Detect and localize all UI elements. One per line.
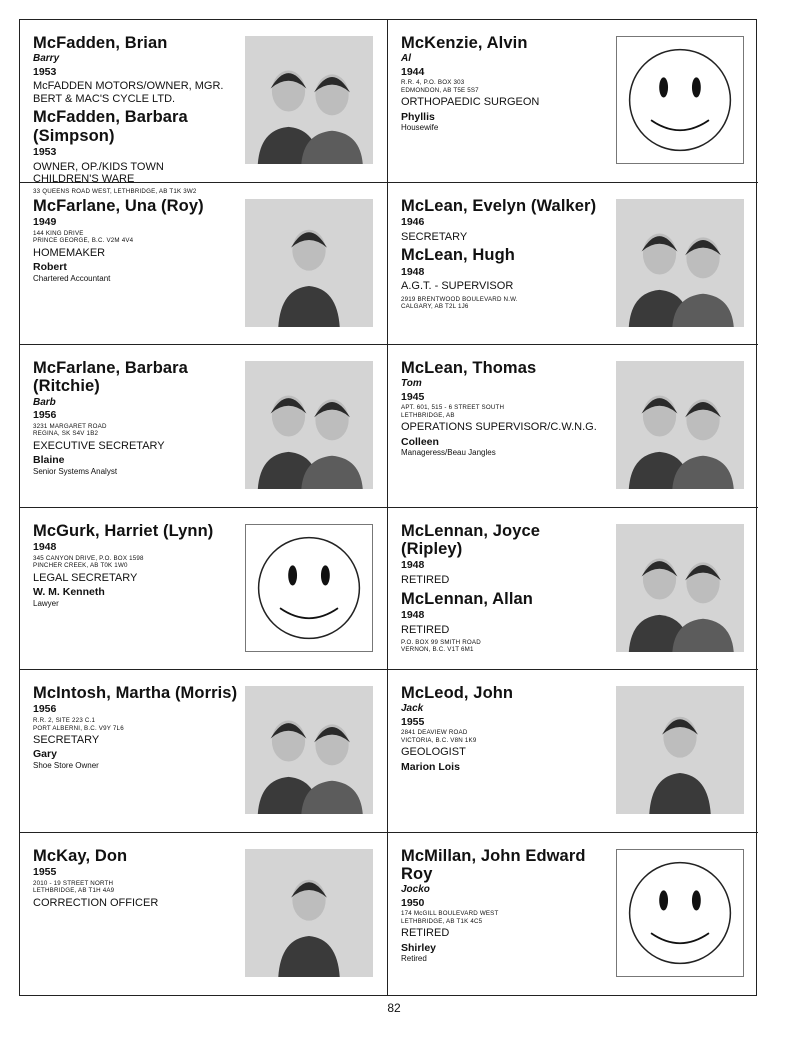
grad-year: 1956 — [33, 703, 57, 716]
occupation: GEOLOGIST — [401, 746, 466, 759]
person-name: McGurk, Harriet (Lynn) — [33, 521, 214, 540]
grad-year: 1948 — [401, 559, 425, 572]
grad-year: 1956 — [33, 409, 57, 422]
occupation: RETIRED — [401, 623, 450, 636]
grad-year: 1948 — [401, 265, 425, 278]
grad-year: 1948 — [401, 608, 425, 621]
directory-entry — [388, 833, 758, 996]
occupation: A.G.T. - SUPERVISOR — [401, 280, 514, 293]
entry-text — [33, 684, 238, 771]
entry-text — [33, 34, 238, 198]
directory-entry — [388, 183, 758, 346]
grad-year: 1949 — [33, 215, 57, 228]
directory-entry — [20, 20, 388, 196]
grad-year: 1945 — [401, 390, 425, 403]
grad-year: 1953 — [33, 145, 57, 158]
member-photo — [616, 199, 744, 327]
person-name: McKenzie, Alvin — [401, 34, 528, 52]
smiley-face-icon — [617, 850, 743, 976]
member-photo — [616, 361, 744, 489]
directory-entry — [388, 345, 758, 508]
member-photo — [245, 686, 373, 814]
occupation: LEGAL SECRETARY — [33, 571, 138, 584]
address: R.R. 4, P.O. BOX 303 EDMONDON, AB T5E 5S7 — [401, 79, 479, 94]
directory-grid — [19, 19, 757, 996]
person-name: McLeod, John — [401, 684, 514, 702]
grad-year: 1955 — [401, 715, 425, 728]
address: P.O. BOX 99 SMITH ROAD VERNON, B.C. V1T 6M1 — [401, 639, 481, 654]
portrait-photo — [245, 686, 373, 814]
nickname: Jack — [401, 703, 424, 715]
smiley-outline — [630, 50, 731, 151]
spouse-name: Phyllis — [401, 110, 435, 123]
address: APT. 601, 515 - 6 STREET SOUTH LETHBRIDGE, AB — [401, 404, 505, 419]
entry-text — [401, 197, 606, 313]
entry-text — [33, 197, 238, 284]
person-name: McLennan, Allan — [401, 589, 533, 608]
nickname: Tom — [401, 378, 422, 390]
spouse-occupation: Senior Systems Analyst — [33, 466, 118, 476]
smiley-face-icon — [246, 525, 372, 651]
member-photo — [616, 524, 744, 652]
directory-entry — [20, 183, 388, 346]
person-name: McFadden, Barbara (Simpson) — [33, 108, 188, 145]
occupation: RETIRED — [401, 927, 450, 940]
placeholder-photo — [616, 36, 744, 164]
spouse-name: Gary — [33, 748, 57, 761]
person-name: McIntosh, Martha (Morris) — [33, 684, 238, 702]
directory-entry — [388, 670, 758, 833]
portrait-photo — [245, 849, 373, 977]
occupation: McFADDEN MOTORS/OWNER, MGR. BERT & MAC'S CYCLE LTD. — [33, 80, 224, 105]
entry-text — [401, 34, 606, 133]
spouse-name: W. M. Kenneth — [33, 585, 105, 598]
spouse-name: Marion Lois — [401, 760, 460, 773]
placeholder-photo — [616, 849, 744, 977]
address: 33 QUEENS ROAD WEST, LETHBRIDGE, AB T1K 3W2 — [33, 188, 197, 196]
smiley-face-icon — [617, 37, 743, 163]
smiley-left-eye — [659, 890, 668, 910]
address: 2919 BRENTWOOD BOULEVARD N.W. CALGARY, AB T2L 1J6 — [401, 295, 518, 310]
spouse-occupation: Manageress/Beau Jangles — [401, 448, 496, 458]
directory-entry — [388, 508, 758, 671]
member-photo — [245, 199, 373, 327]
person-name: McLean, Evelyn (Walker) — [401, 196, 597, 215]
occupation: SECRETARY — [33, 734, 100, 747]
occupation: CORRECTION OFFICER — [33, 896, 159, 909]
member-photo — [616, 686, 744, 814]
smiley-outline — [630, 862, 731, 963]
address: R.R. 2, SITE 223 C.1 PORT ALBERNI, B.C. V9Y 7L6 — [33, 717, 124, 732]
directory-entry — [20, 508, 388, 671]
person-name: McLean, Hugh — [401, 246, 515, 265]
nickname: Barb — [33, 396, 56, 408]
placeholder-photo — [245, 524, 373, 652]
smiley-right-eye — [692, 77, 701, 97]
nickname: Barry — [33, 53, 60, 65]
occupation: EXECUTIVE SECRETARY — [33, 439, 165, 452]
occupation: OPERATIONS SUPERVISOR/C.W.N.G. — [401, 421, 597, 434]
nickname: Jocko — [401, 884, 430, 896]
directory-entry — [20, 345, 388, 508]
address: 2010 - 19 STREET NORTH LETHBRIDGE, AB T1H 4A9 — [33, 879, 115, 895]
entry-text — [401, 359, 606, 458]
occupation: HOMEMAKER — [33, 246, 106, 259]
person-name: McFarlane, Una (Roy) — [33, 196, 204, 215]
smiley-right-eye — [692, 890, 701, 910]
grad-year: 1946 — [401, 215, 425, 228]
entry-text — [33, 359, 238, 477]
member-photo — [245, 36, 373, 164]
spouse-occupation: Lawyer — [33, 598, 59, 608]
spouse-occupation: Shoe Store Owner — [33, 761, 99, 771]
portrait-photo — [616, 361, 744, 489]
occupation: OWNER, OP./KIDS TOWN CHILDREN'S WARE — [33, 160, 164, 186]
spouse-name: Colleen — [401, 435, 439, 448]
person-name: McFadden, Brian — [33, 34, 168, 52]
smiley-right-eye — [321, 565, 330, 585]
person-name: McLennan, Joyce (Ripley) — [401, 521, 541, 558]
grad-year: 1948 — [33, 540, 57, 553]
occupation: ORTHOPAEDIC SURGEON — [401, 96, 540, 109]
address: 345 CANYON DRIVE, P.O. BOX 1598 PINCHER CREEK, AB T0K 1W0 — [33, 554, 144, 570]
grad-year: 1950 — [401, 896, 425, 909]
spouse-occupation: Housewife — [401, 123, 439, 133]
portrait-photo — [616, 524, 744, 652]
smiley-left-eye — [659, 77, 668, 97]
nickname: Al — [401, 53, 411, 65]
address: 2841 DEAVIEW ROAD VICTORIA, B.C. V8N 1K9 — [401, 729, 477, 744]
directory-entry — [388, 20, 758, 183]
page-number: 82 — [387, 1001, 401, 1015]
spouse-occupation: Chartered Accountant — [33, 273, 111, 283]
smiley-left-eye — [288, 565, 297, 585]
person-name: McMillan, John Edward Roy — [401, 846, 586, 883]
spouse-name: Blaine — [33, 454, 65, 467]
entry-text — [401, 684, 606, 773]
spouse-occupation: Retired — [401, 954, 427, 964]
member-photo — [245, 849, 373, 977]
grad-year: 1944 — [401, 65, 425, 78]
occupation: RETIRED — [401, 574, 450, 587]
entry-text — [33, 847, 238, 912]
portrait-photo — [616, 199, 744, 327]
entry-text — [401, 522, 606, 656]
address: 174 McGILL BOULEVARD WEST LETHBRIDGE, AB T1K 4C5 — [401, 910, 499, 925]
entry-text — [33, 522, 238, 609]
directory-entry — [20, 833, 388, 996]
grad-year: 1953 — [33, 65, 57, 78]
person-name: McKay, Don — [33, 846, 128, 865]
person-name: McFarlane, Barbara (Ritchie) — [33, 359, 188, 396]
spouse-name: Robert — [33, 260, 67, 273]
portrait-photo — [245, 361, 373, 489]
address: 3231 MARGARET ROAD REGINA, SK S4V 1B2 — [33, 422, 107, 438]
portrait-photo — [616, 686, 744, 814]
spouse-name: Shirley — [401, 941, 437, 954]
entry-text — [401, 847, 606, 965]
smiley-outline — [259, 537, 360, 638]
address: 144 KING DRIVE PRINCE GEORGE, B.C. V2M 4V4 — [33, 229, 134, 245]
portrait-photo — [245, 199, 373, 327]
grad-year: 1955 — [33, 865, 57, 878]
portrait-photo — [245, 36, 373, 164]
occupation: SECRETARY — [401, 230, 468, 243]
directory-entry — [20, 670, 388, 833]
person-name: McLean, Thomas — [401, 359, 537, 377]
member-photo — [245, 361, 373, 489]
